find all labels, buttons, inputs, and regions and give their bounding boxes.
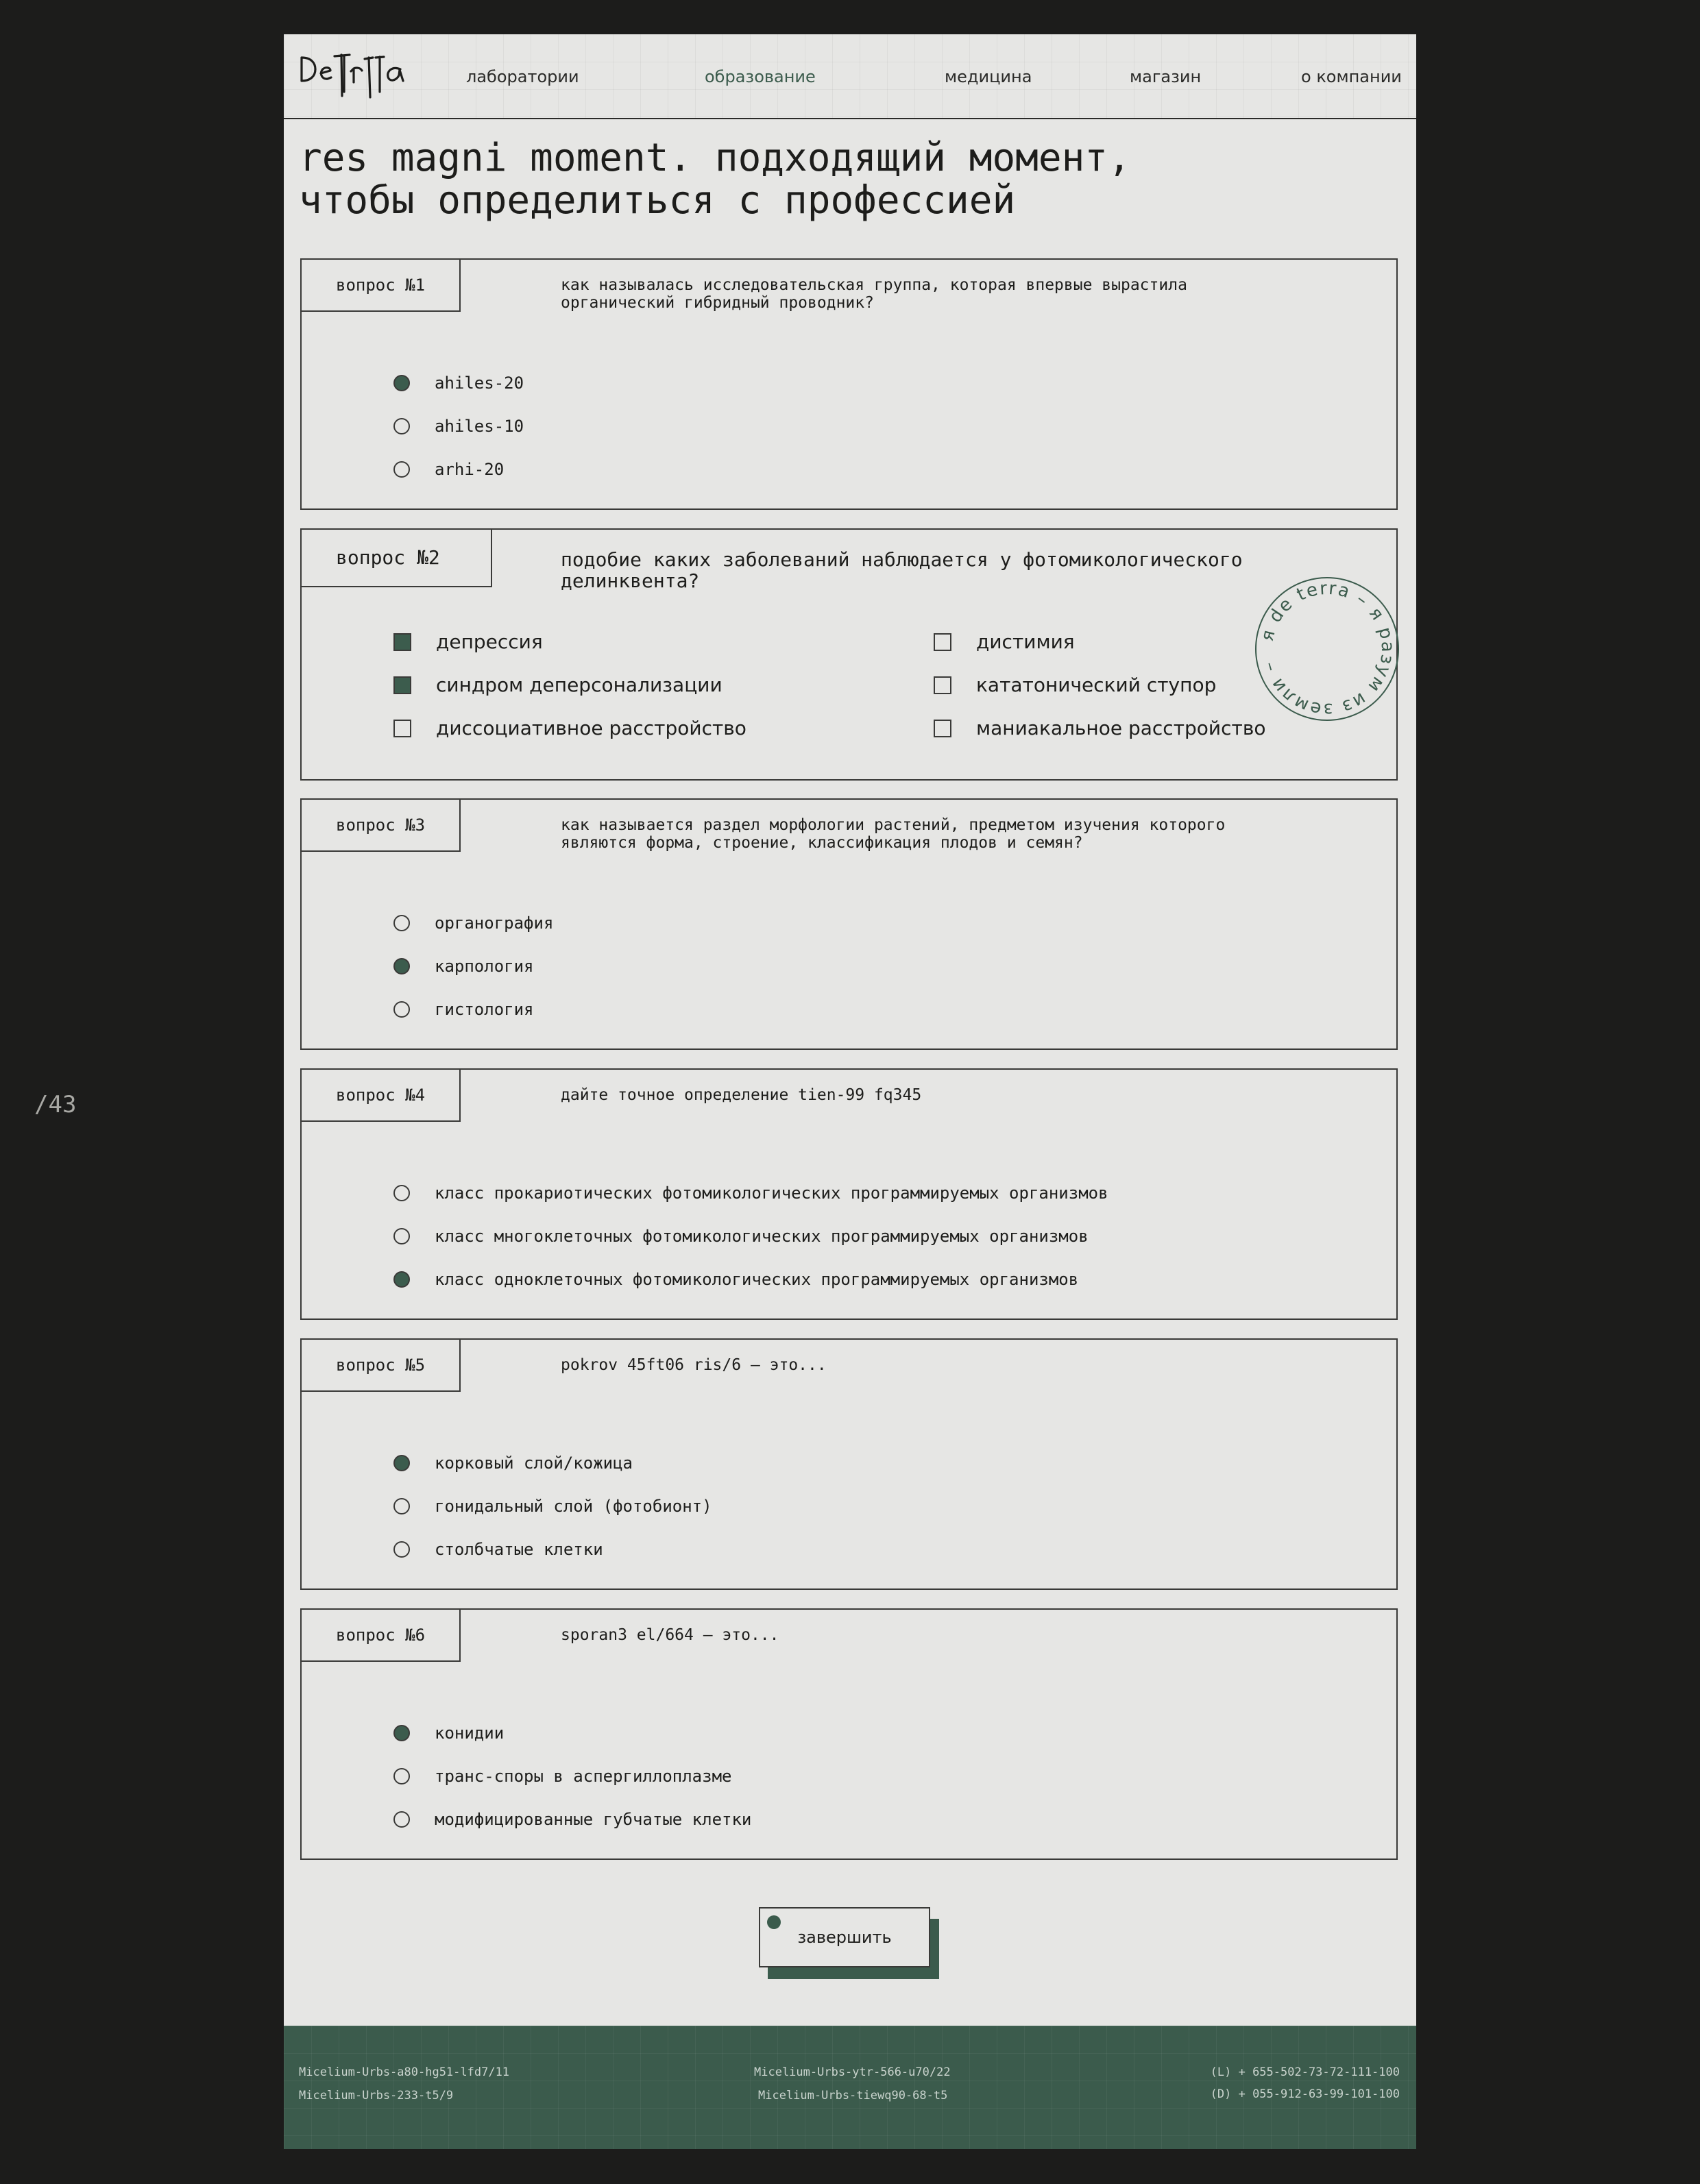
checkbox[interactable] (934, 633, 951, 651)
option-label: диссоциативное расстройство (436, 717, 746, 739)
answer-option[interactable] (393, 447, 524, 491)
question-text: как называется раздел морфологии растений, предметом изучения которого являются форма, строение, классификация плодов и семян? (561, 816, 1226, 852)
question-text: pokrov 45ft06 ris/6 – это... (561, 1356, 827, 1374)
answer-option[interactable] (393, 1527, 712, 1571)
option-label: органография (435, 913, 554, 933)
question-text: дайте точное определение tien-99 fq345 (561, 1086, 922, 1104)
question-label: вопрос №4 (300, 1068, 461, 1122)
option-label: конидии (435, 1723, 505, 1743)
question-label: вопрос №6 (300, 1608, 461, 1662)
footer-code-left-2: Micelium-Urbs-233-t5/9 (299, 2089, 454, 2102)
option-label: ahiles-20 (435, 373, 524, 393)
svg-text:я de terra – я разум из земли (1257, 578, 1398, 720)
radio-button[interactable] (393, 418, 410, 434)
option-label: столбчатые клетки (435, 1539, 603, 1559)
answer-option[interactable] (393, 1441, 712, 1484)
deterra-logo[interactable] (299, 51, 409, 101)
checkbox-column-right (934, 620, 1265, 750)
answer-option[interactable] (393, 901, 553, 944)
checkbox-checked[interactable] (393, 676, 411, 694)
answer-options (393, 1171, 1108, 1301)
radio-button[interactable] (393, 1185, 410, 1201)
option-label: класс одноклеточных фотомикологических программируемых организмов (435, 1269, 1079, 1289)
option-label: дистимия (976, 630, 1075, 653)
answer-option[interactable] (934, 663, 1265, 707)
radio-button[interactable] (393, 1498, 410, 1514)
nav-shop[interactable]: магазин (1130, 67, 1202, 86)
checkbox-column-left (393, 620, 746, 750)
option-label: класс прокариотических фотомикологических программируемых организмов (435, 1183, 1108, 1203)
answer-option[interactable] (393, 1214, 1108, 1257)
dot-icon (767, 1915, 781, 1929)
radio-button-selected[interactable] (393, 375, 410, 391)
checkbox-checked[interactable] (393, 633, 411, 651)
answer-option[interactable] (393, 1797, 751, 1841)
option-label: маниакальное расстройство (976, 717, 1266, 739)
answer-option[interactable] (393, 707, 746, 750)
checkbox[interactable] (934, 720, 951, 737)
checkbox[interactable] (934, 676, 951, 694)
question-card-6 (300, 1608, 1398, 1860)
answer-option[interactable] (393, 944, 553, 987)
answer-option[interactable] (934, 620, 1265, 663)
footer-code-left-1: Micelium-Urbs-a80-hg51-lfd7/11 (299, 2065, 510, 2079)
option-label: ahiles-10 (435, 416, 524, 436)
footer-code-center-1: Micelium-Urbs-ytr-566-u70/22 (754, 2065, 951, 2079)
question-card-5 (300, 1338, 1398, 1590)
radio-button-selected[interactable] (393, 958, 410, 974)
question-label: вопрос №2 (300, 528, 492, 587)
option-label: карпология (435, 956, 534, 976)
option-label: гистология (435, 999, 534, 1019)
option-label: транс-споры в аспергиллоплазме (435, 1766, 732, 1786)
option-label: кататонический ступор (976, 674, 1217, 696)
answer-options (393, 901, 553, 1031)
answer-option[interactable] (393, 1171, 1108, 1214)
answer-options (393, 1711, 751, 1841)
radio-button-selected[interactable] (393, 1725, 410, 1741)
question-label: вопрос №1 (300, 258, 461, 312)
footer-phone-2[interactable]: (D) + 055-912-63-99-101-100 (1210, 2087, 1400, 2101)
option-label: депрессия (436, 630, 543, 653)
answer-option[interactable] (393, 361, 524, 404)
question-card-3 (300, 798, 1398, 1050)
stamp-text: я de terra – я разум из земли – (1256, 578, 1398, 720)
answer-option[interactable] (393, 987, 553, 1031)
answer-option[interactable] (393, 1754, 751, 1797)
radio-button[interactable] (393, 915, 410, 931)
option-label: синдром деперсонализации (436, 674, 722, 696)
submit-button[interactable] (759, 1907, 930, 1967)
option-label: класс многоклеточных фотомикологических программируемых организмов (435, 1226, 1089, 1246)
option-label: корковый слой/кожица (435, 1453, 633, 1473)
site-header (284, 34, 1416, 119)
radio-button-selected[interactable] (393, 1455, 410, 1471)
radio-button[interactable] (393, 1001, 410, 1018)
option-label: гонидальный слой (фотобионт) (435, 1496, 712, 1516)
footer-code-center-2: Micelium-Urbs-tiewq90-68-t5 (758, 2089, 948, 2102)
question-text: sporan3 el/664 – это... (561, 1626, 779, 1644)
page-title-line-2: чтобы определиться с профессией (299, 178, 1016, 223)
nav-laboratories[interactable]: лаборатории (466, 67, 579, 86)
radio-button-selected[interactable] (393, 1271, 410, 1288)
question-card-1 (300, 258, 1398, 510)
page-title (299, 137, 1131, 222)
nav-education[interactable]: образование (705, 67, 816, 86)
answer-options (393, 1441, 712, 1571)
answer-option[interactable] (393, 1711, 751, 1754)
answer-option[interactable] (934, 707, 1265, 750)
answer-option[interactable] (393, 620, 746, 663)
site-footer (284, 2026, 1416, 2149)
submit-label: завершить (797, 1928, 892, 1947)
question-card-2 (300, 528, 1398, 781)
circular-stamp (1252, 574, 1402, 724)
radio-button[interactable] (393, 1768, 410, 1784)
page-title-line-1: res magni moment. подходящий момент, (299, 136, 1131, 180)
question-text: как называлась исследовательская группа, которая впервые вырастила органический гибридный проводник? (561, 276, 1187, 312)
question-card-4 (300, 1068, 1398, 1320)
radio-button[interactable] (393, 461, 410, 478)
question-text: подобие каких заболеваний наблюдается у фотомикологического делинквента? (561, 548, 1243, 592)
footer-phone-1[interactable]: (L) + 655-502-73-72-111-100 (1210, 2065, 1400, 2079)
option-label: модифицированные губчатые клетки (435, 1809, 752, 1829)
checkbox[interactable] (393, 720, 411, 737)
page-counter: /43 (34, 1091, 77, 1118)
radio-button[interactable] (393, 1811, 410, 1828)
radio-button[interactable] (393, 1541, 410, 1558)
nav-medicine[interactable]: медицина (945, 67, 1032, 86)
answer-option[interactable] (393, 1484, 712, 1527)
option-label: arhi-20 (435, 459, 505, 479)
question-label: вопрос №5 (300, 1338, 461, 1392)
answer-options (393, 361, 524, 491)
answer-option[interactable] (393, 404, 524, 447)
page-sheet (284, 34, 1416, 2149)
answer-option[interactable] (393, 1257, 1108, 1301)
answer-option[interactable] (393, 663, 746, 707)
radio-button[interactable] (393, 1228, 410, 1244)
question-label: вопрос №3 (300, 798, 461, 852)
nav-about[interactable]: о компании (1301, 67, 1402, 86)
